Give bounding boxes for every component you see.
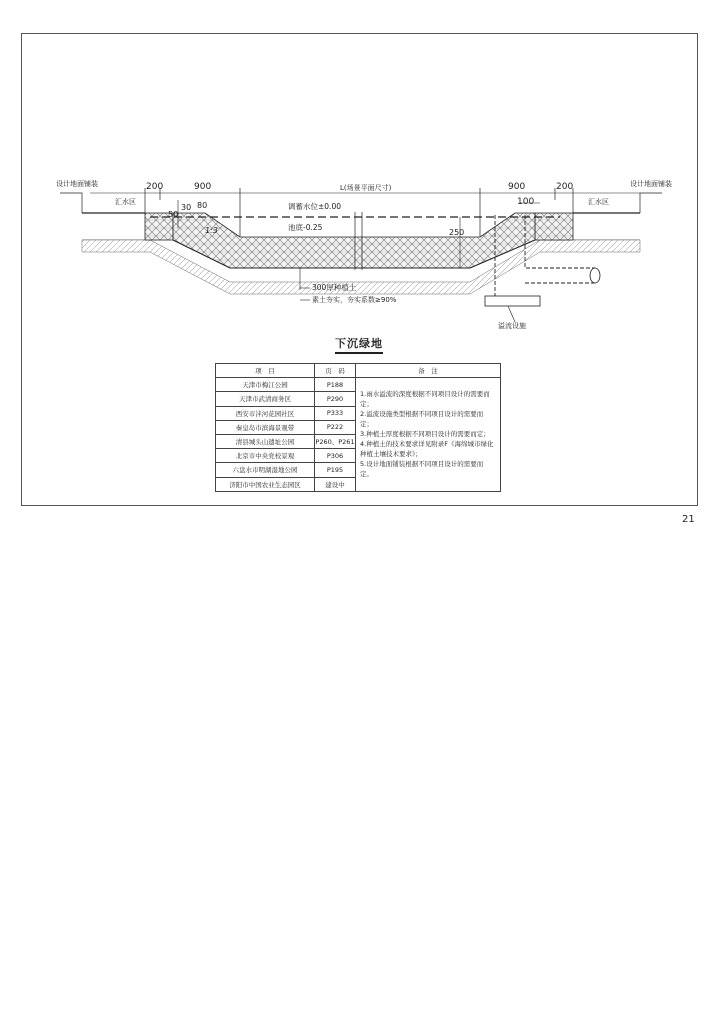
span-dimension-label: L(场景平面尺寸) bbox=[340, 184, 392, 192]
project-cell: 北京市中央党校景观 bbox=[216, 449, 315, 463]
design-ground-label-right: 设计地面铺装 bbox=[630, 180, 672, 188]
overflow-label: 溢流设施 bbox=[498, 322, 526, 330]
header-project: 项 目 bbox=[216, 364, 315, 378]
note-item: 2.溢流设施类型根据不同项目设计的需要而定； bbox=[360, 410, 484, 429]
page-cell: P290 bbox=[315, 392, 356, 406]
dim-200-left: 200 bbox=[146, 182, 164, 192]
project-cell: 清县城头山遗址公园 bbox=[216, 434, 315, 448]
storage-level-label: 调蓄水位±0.00 bbox=[288, 202, 341, 211]
dim-30: 30 bbox=[181, 203, 192, 212]
page-cell: P260、P261 bbox=[315, 434, 356, 448]
project-cell: 天津市梅江公园 bbox=[216, 378, 315, 392]
page-cell: P222 bbox=[315, 420, 356, 434]
dim-50: 50 bbox=[168, 210, 179, 219]
notes-cell bbox=[356, 378, 501, 492]
catchment-label-right: 汇水区 bbox=[588, 198, 609, 206]
page-cell: P188 bbox=[315, 378, 356, 392]
dim-200-right: 200 bbox=[556, 182, 574, 192]
soil-note-label: 300厚种植土 bbox=[312, 283, 357, 292]
header-page: 页 码 bbox=[315, 364, 356, 378]
page-cell: P195 bbox=[315, 463, 356, 477]
project-cell: 六盘水市明湖湿地公园 bbox=[216, 463, 315, 477]
note-item: 5.设计地面铺装根据不同项目设计的需要而定。 bbox=[360, 460, 484, 479]
design-ground-label-left: 设计地面铺装 bbox=[56, 180, 98, 188]
project-table bbox=[215, 363, 501, 492]
section-title: 下沉绿地 bbox=[335, 335, 383, 354]
dim-80: 80 bbox=[197, 201, 208, 210]
project-cell: 西安市沣河花园社区 bbox=[216, 406, 315, 420]
compaction-note-label: 素土夯实，夯实系数≥90% bbox=[312, 296, 397, 304]
project-cell: 济阳市中国农业生态园区 bbox=[216, 477, 315, 491]
table-header-row bbox=[216, 364, 501, 378]
page-cell: 建设中 bbox=[315, 477, 356, 491]
dim-250: 250 bbox=[449, 228, 465, 237]
note-item: 3.种植土厚度根据不同项目设计的需要而定； bbox=[360, 430, 490, 439]
page-cell: P333 bbox=[315, 406, 356, 420]
dim-900-left: 900 bbox=[194, 182, 212, 192]
dim-900-right: 900 bbox=[508, 182, 526, 192]
table-row bbox=[216, 378, 501, 392]
page-number: 21 bbox=[682, 514, 695, 525]
planting-soil bbox=[173, 213, 535, 268]
dim-100: 100 bbox=[517, 197, 535, 207]
slope-label: 1:3 bbox=[205, 226, 218, 235]
overflow-box bbox=[485, 296, 540, 306]
project-cell: 天津市武清商务区 bbox=[216, 392, 315, 406]
page-cell: P306 bbox=[315, 449, 356, 463]
project-cell: 秦皇岛市滨海景观带 bbox=[216, 420, 315, 434]
note-item: 1.雨水溢流的深度根据不同项目设计的需要而定； bbox=[360, 390, 490, 409]
bottom-level-label: 池底-0.25 bbox=[288, 223, 323, 232]
section-drawing bbox=[0, 0, 724, 340]
catchment-label-left: 汇水区 bbox=[115, 198, 136, 206]
note-item: 4.种植土的技术要求详见附录F《海绵城市绿化种植土壤技术要求》； bbox=[360, 440, 494, 459]
header-notes: 备 注 bbox=[356, 364, 501, 378]
